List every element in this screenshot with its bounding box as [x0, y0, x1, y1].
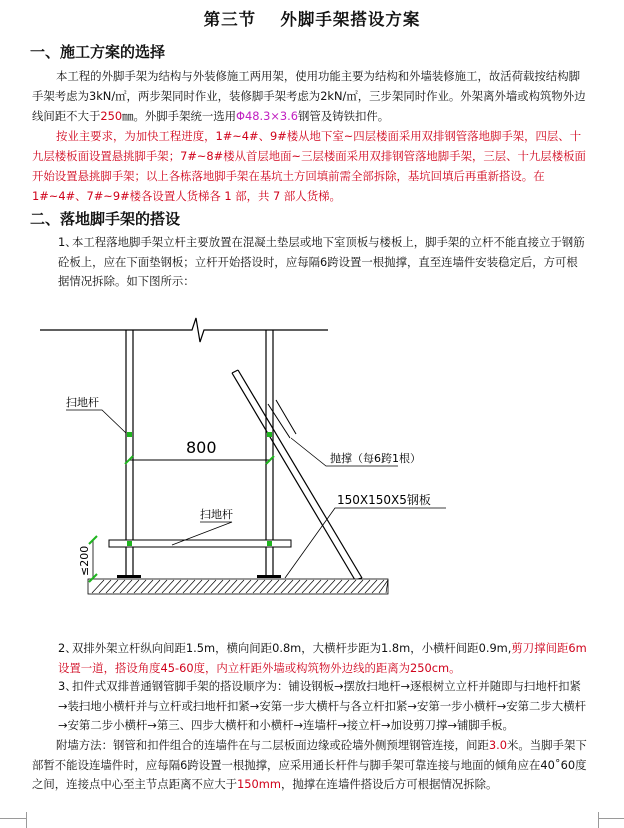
note-text-a: 附墙方法：钢管和扣件组合的连墙件在与二层板面边缘或砼墙外侧预埋钢管连接，间距: [56, 738, 489, 752]
brace-pole-inner: [232, 373, 355, 580]
p1-text-c: 钢管及铸铁扣件。: [298, 109, 390, 123]
label-steel-plate: 150X150X5钢板: [337, 493, 431, 507]
label-sweep-top: 扫地杆: [66, 396, 99, 409]
page-corner-mark: [598, 812, 599, 828]
note-max-distance: 150mm: [237, 777, 281, 791]
note-text-c: ，抛撑在连墙件搭设后方可根据情况拆除。: [280, 777, 498, 791]
clamp-dot: [127, 541, 132, 546]
page-corner-mark: [26, 812, 27, 828]
list-item-2-text: [58, 639, 588, 678]
heading-floor-scaffold: 二、落地脚手架的搭设: [30, 210, 181, 228]
p1-pipe-spec: Φ48.3×3.6: [236, 109, 299, 123]
list-item-3: [58, 677, 588, 736]
base-plate-outer: [257, 575, 281, 578]
brace-clamp-line-2: [276, 400, 296, 434]
ground-hatch: [88, 579, 388, 594]
note-text-b: 米。当脚手架下部暂不能设连墙件时，应每隔6跨设置一根抛撑，应采用通长杆件与脚手架可靠连接与地面的倾角应在40˚60度之间，连接点中心至主节点距离不应大于: [32, 738, 587, 791]
list-item-3-text: 扣件式双排普通钢管脚手架的搭设顺序为：铺设钢板→摆放扫地杆→逐根树立立杆并随即与扫地杆扣紧→装扫地小横杆并与立杆或扫地杆扣紧→安第一步大横杆与各立杆扣紧→安第一步小横杆→安第二步大横杆→安第二步小横杆→第三、四步大横杆和小横杆→连墙杆→接立杆→加设剪刀撑→铺脚手板。: [58, 679, 586, 732]
paragraph-owner-requirements: 按业主要求，为加快工程进度，1#~4#、9#楼从地下室~四层楼面采用双排钢管落地脚手架，四层、十九层楼板面设置悬挑脚手架；7#~8#楼从首层地面~三层楼面采用双排钢管落地脚手架，三层、十九层楼板面开始设置悬挑脚手架；以上各栋落地脚手架在基坑土方回填前需全部拆除，基坑回填后再重新搭设。在 1#~4#、7#~9#楼各设置人货梯各 1 部，共 7 部人货梯。: [32, 129, 586, 203]
list-item-1-text: 本工程落地脚手架立杆主要放置在混凝土垫层或地下室顶板与楼板上，脚手架的立杆不能直接立于钢筋砼板上，应在下面垫钢板；立杆开始搭设时，应每隔6跨设置一根抛撑，直至连墙件安装稳定后，方可根据情况拆除。如下图所示：: [58, 235, 585, 288]
item2-text: 双排外架立杆纵向间距1.5m，横向间距0.8m，大横杆步距为1.8m，小横杆间距0.9m,: [72, 641, 512, 655]
page-corner-mark: [0, 818, 26, 819]
paragraph-wall-tie-method: [32, 736, 590, 795]
clamp-dot: [127, 432, 132, 437]
label-spacing-800: 800: [186, 438, 217, 457]
label-height-limit: ≤200: [78, 545, 91, 576]
page-corner-mark: [598, 818, 624, 819]
list-item-2: [58, 639, 588, 678]
section-title: 第三节 外脚手架搭设方案: [203, 10, 421, 29]
wall-break-line: [40, 318, 328, 342]
item2-red-text: 剪刀撑间距6m设置一道，搭设角度45-60度，内立杆距外墙或构筑物外边线的距离为250cm。: [58, 641, 587, 675]
p1-distance-value: 250: [100, 109, 123, 123]
sweeping-rod: [109, 540, 291, 547]
note-tie-spacing: 3.0: [488, 738, 507, 752]
p1-text-b: ㎜。外脚手架统一选用: [122, 109, 237, 123]
heading-construction-plan: 一、施工方案的选择: [30, 43, 166, 61]
p1-text-a: 本工程的外脚手架为结构与外装修施工两用架，使用功能主要为结构和外墙装修施工，故活荷载按结构脚手架考虑为3kN/㎡，两步架同时作业，装修脚手架考虑为2kN/㎡，三步架同时作业。外架离外墙或构筑物外边线间距不大于: [32, 69, 586, 123]
clamp-dot: [267, 432, 272, 437]
leader-plate: [285, 508, 446, 578]
leader-sweep-top: [66, 410, 126, 433]
list-number: 1、: [58, 235, 77, 249]
base-plate-inner: [117, 575, 141, 578]
label-sweep-bottom: 扫地杆: [200, 508, 233, 521]
label-brace: 抛撑（每6跨1根）: [330, 452, 421, 465]
list-number: 3、: [58, 679, 77, 693]
list-number: 2、: [58, 641, 77, 655]
brace-top-connector: [232, 370, 238, 373]
clamp-dot: [267, 541, 272, 546]
